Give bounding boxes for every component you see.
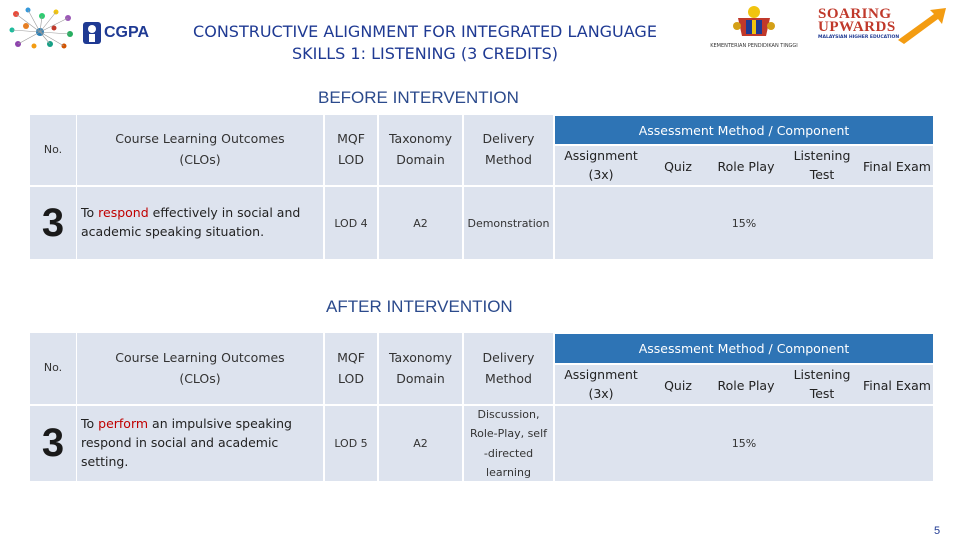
before-row-clo <box>77 187 323 259</box>
listening-line1: Listening <box>793 148 851 164</box>
after-header-mqf <box>325 333 377 404</box>
upward-arrow-icon <box>894 6 950 44</box>
after-clo-text <box>81 415 323 471</box>
listening-line2: Test <box>809 385 835 401</box>
after-assessment-role-play: Role Play <box>717 377 775 393</box>
mqf-header-line2: LOD <box>338 152 364 167</box>
page-number: 5 <box>934 525 941 537</box>
after-weight-value: 15% <box>731 437 757 450</box>
delivery-line1: Discussion, <box>477 408 540 421</box>
crest-icon <box>732 4 776 40</box>
soaring-tagline: MALAYSIAN HIGHER EDUCATION <box>818 35 900 40</box>
before-header-no <box>30 115 76 185</box>
before-row-number-cell <box>30 187 76 259</box>
after-assessment-assignment <box>558 365 644 404</box>
before-clo-text <box>81 204 323 242</box>
before-header-clo <box>77 115 323 185</box>
before-header-delivery <box>464 115 553 185</box>
after-header-clo <box>77 333 323 404</box>
taxonomy-header-line2: Domain <box>396 152 445 167</box>
before-assessment-quiz: Quiz <box>664 158 692 174</box>
before-assessment-title: Assessment Method / Component <box>555 116 933 144</box>
before-assessment-assignment <box>558 146 644 185</box>
before-header-taxonomy <box>379 115 462 185</box>
delivery-header-line2: Method <box>485 152 532 167</box>
delivery-line2: Role-Play, self <box>469 427 548 441</box>
after-assessment-listening <box>786 365 858 404</box>
clo-prefix: To <box>81 205 99 221</box>
clo-rest: an impulsive speaking respond in social and academic setting. <box>81 416 292 469</box>
clo-header-line1: Course Learning Outcomes <box>115 349 285 365</box>
after-row-domain: A2 <box>379 406 462 481</box>
before-row-delivery: Demonstration <box>464 187 553 259</box>
taxonomy-header-line1: Taxonomy <box>388 349 453 365</box>
before-assessment-listening <box>786 146 858 185</box>
delivery-header-line2: Method <box>485 370 532 386</box>
before-row-domain: A2 <box>379 187 462 259</box>
delivery-line4: learning <box>486 465 531 479</box>
taxonomy-header-line1: Taxonomy <box>388 131 453 147</box>
ministry-crest-logo <box>708 4 800 50</box>
after-row-lod: LOD 5 <box>325 406 377 481</box>
after-header-delivery <box>464 333 553 404</box>
before-row-assessment-weight <box>555 187 933 259</box>
after-row-assessment-weight <box>555 406 933 481</box>
delivery-line3: -directed <box>483 446 534 460</box>
cgpa-logo-text: CGPA <box>104 24 150 41</box>
after-header-no <box>30 333 76 404</box>
cgpa-emblem-icon <box>82 21 102 45</box>
before-section-title: BEFORE INTERVENTION <box>318 88 519 107</box>
after-row-delivery <box>464 406 553 481</box>
after-row-number: 3 <box>41 421 65 465</box>
after-assessment-final-exam: Final Exam <box>863 377 931 393</box>
mqf-header-line1: MQF <box>337 349 365 365</box>
soaring-text: SOARING <box>818 6 892 22</box>
assignment-line1: Assignment <box>564 367 638 383</box>
title-line-1: CONSTRUCTIVE ALIGNMENT FOR INTEGRATED LANGUAGE <box>193 22 657 41</box>
clo-prefix: To <box>81 416 99 432</box>
cgpa-logo <box>82 20 152 46</box>
mqf-header-line2: LOD <box>338 370 364 386</box>
after-assessment-title: Assessment Method / Component <box>555 334 933 363</box>
listening-line2: Test <box>809 166 835 182</box>
before-header-mqf <box>325 115 377 185</box>
title-line-2: SKILLS 1: LISTENING (3 CREDITS) <box>291 44 559 64</box>
assignment-line2: (3x) <box>588 385 614 401</box>
clo-header-line2: (CLOs) <box>179 152 221 167</box>
page-title <box>160 21 690 66</box>
clo-header-line2: (CLOs) <box>179 370 221 386</box>
clo-verb: respond <box>98 205 149 221</box>
ministry-caption: KEMENTERIAN PENDIDIKAN TINGGI <box>710 43 798 49</box>
before-weight-value: 15% <box>731 216 757 230</box>
after-assessment-quiz: Quiz <box>664 377 692 393</box>
before-row-number: 3 <box>41 200 65 245</box>
before-assessment-role-play: Role Play <box>717 158 775 174</box>
soaring-upwards-logo <box>812 6 950 46</box>
after-section-title: AFTER INTERVENTION <box>326 297 513 316</box>
clo-header-line1: Course Learning Outcomes <box>115 131 285 147</box>
listening-line1: Listening <box>793 367 851 383</box>
after-row-number-cell <box>30 406 76 481</box>
clo-verb: perform <box>98 416 149 432</box>
mqf-header-line1: MQF <box>337 131 365 147</box>
before-assessment-final-exam: Final Exam <box>863 158 931 174</box>
after-row-clo <box>77 406 323 481</box>
header-no-label: No. <box>43 361 63 375</box>
clo-rest: effectively in social and academic speaking situation. <box>81 205 301 239</box>
assignment-line1: Assignment <box>564 148 638 164</box>
delivery-header-line1: Delivery <box>482 131 535 147</box>
before-row-lod: LOD 4 <box>325 187 377 259</box>
header-no-label: No. <box>43 142 63 156</box>
taxonomy-header-line2: Domain <box>396 370 445 386</box>
colorful-network-logo <box>4 4 78 52</box>
upwards-text: UPWARDS <box>818 19 896 35</box>
delivery-header-line1: Delivery <box>482 349 535 365</box>
assignment-line2: (3x) <box>588 166 614 182</box>
after-header-taxonomy <box>379 333 462 404</box>
